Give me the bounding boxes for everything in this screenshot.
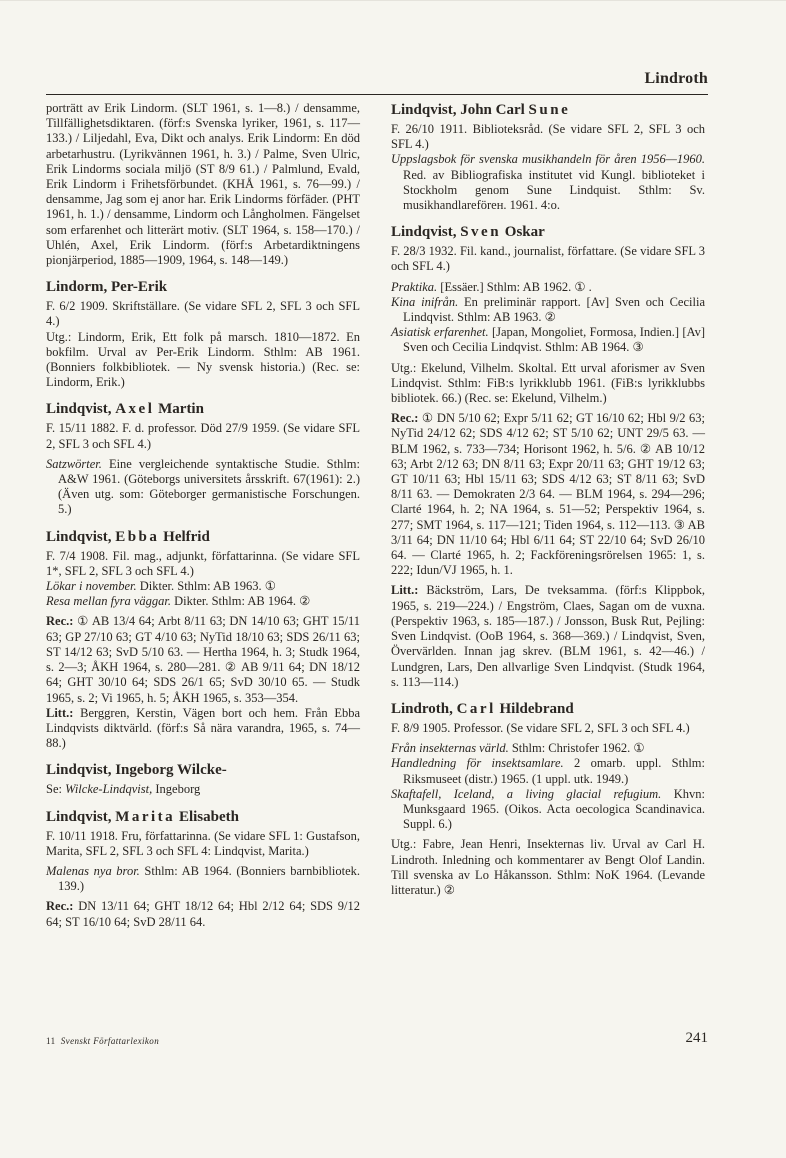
continued-paragraph: porträtt av Erik Lindorm. (SLT 1961, s. 1—8.) / densamme, Tillfällighetsdiktaren. (förf:s Svenska lyriker, 1961, s. 117—133.) / Liljedahl, Eva, Dikt och analys. Erik Lindorm: En död arbetarhustru. (Lyrikvännen 1961, h. 3.) / Palme, Sven Ulric, Erik Lindorms sociala miljö (ST 8/9 61.) / Palmlund, Evald, Erik Lindorm i Frihetsförbundet. (KHÅ 1961, s. 76—99.) / densamme, Jag som ej anor har. Erik Lindorms förfäder. (PHT 1961, h. 1.) / densamme, Lindorm och Långholmen. Fängelset som erfarenhet och litterärt motiv. (SLT 1964, s. 158—170.) / Uhlén, Axel, Erik Lindorm. (förf:s Arbetardiktningens pionjärperiod, 1885—1909, 1964, s. 148—149.) (46, 101, 360, 268)
entry-utg: Utg.: Lindorm, Erik, Ett folk på marsch. 1810—1872. En bokfilm. Urval av Per-Erik Lindorm. Sthlm: AB 1961. (Bonniers folkbibliotek. — Ny svensk historia.) (Rec. se: Lindorm, Erik.) (46, 329, 360, 390)
reviews: Rec.: ① DN 5/10 62; Expr 5/11 62; GT 16/10 62; Hbl 9/2 63; NyTid 24/12 62; SDS 4/12 62; ST 5/10 62; UNT 29/5 63. — BLM 1962, s. 733—734; Horisont 1962, h. 5/6. ② AB 10/12 63; Arbt 2/12 63; DN 8/11 63; Expr 20/11 63; GHT 19/12 63; GT 10/11 63; Hbl 15/11 63; SDS 4/12 63; ST 8/11 63; SvD 8/11 63. — Demokraten 2/3 64. — BLM 1964, s. 294—296; Clarté 1964, h. 2; NA 1964, s. 51—52; Perspektiv 1964, s. 277; SMT 1964, s. 117—121; Tiden 1964, s. 112—113. ③ AB 3/11 64; DN 11/10 64; Hbl 6/11 64; ST 22/10 64; SvD 26/10 64. — Clarté 1965, h. 2; Fackföreningsrörelsen 1965: 1, s. 222; Idun/VJ 1965, h. 1. (391, 411, 705, 578)
work-item: Malenas nya bror. Sthlm: AB 1964. (Bonniers barnbibliotek. 139.) (46, 863, 360, 894)
top-edge-line (0, 0, 786, 1)
entry-heading: Lindqvist, Marita Elisabeth (46, 808, 239, 825)
entry-carl-lindroth (391, 700, 705, 898)
entry-bio: F. 26/10 1911. Biblioteksråd. (Se vidare SFL 2, SFL 3 och SFL 4.) (391, 122, 705, 152)
work-item: Satzwörter. Eine vergleichende syntaktische Studie. Sthlm: A&W 1961. (Göteborgs universitets årsskrift. 67(1961): 2.) (Även utg. som: Göteborger germanistische Forschungen. 5.) (46, 456, 360, 517)
work-item: Handledning för insektsamlare. 2 omarb. uppl. Sthlm: Riksmuseet (distr.) 1965. (1 uppl. utk. 1949.) (391, 756, 706, 786)
entry-heading: Lindorm, Per-Erik (46, 279, 168, 296)
literature: Litt.: Bäckström, Lars, De tveksamma. (förf:s Klippbok, 1965, s. 219—224.) / Engström, Claes, Sagan om de vuxna. (Perspektiv 1963, s. 185—187.) / Jonsson, Busk Rut, Pejling: Sven Lindqvist. (OoB 1964, s. 368—369.) / Lindqvist, Sven, Övervärlden. Innan jag skrev. (BLM 1961, s. 42—46.) / Lundgren, Lars, Den allvarlige Sven Lindqvist. (Studk 1964, s. 113—114.) (391, 583, 705, 689)
see-reference: Se: Wilcke-Lindqvist, Ingeborg (46, 782, 201, 797)
header-rule (46, 94, 708, 95)
entry-heading: Lindqvist, Ingeborg Wilcke- (46, 762, 227, 779)
entry-heading: Lindroth, Carl Hildebrand (391, 700, 574, 717)
page-number: 241 (685, 1030, 708, 1046)
work-item: Från insekternas värld. Sthlm: Christofer 1962. ① (391, 741, 645, 756)
entry-heading: Lindqvist, Sven Oskar (391, 224, 545, 241)
work-item: Praktika. [Essäer.] Sthlm: AB 1962. ① . (391, 279, 592, 294)
work-item: Uppslagsbok för svenska musikhandeln för åren 1956—1960. Red. av Bibliografiska institutet vid Kungl. biblioteket i Stockholm genom Sune Lindquist. Sthlm: Sv. musikhandlareförен. 1961. 4:o. (391, 152, 705, 213)
entry-sven-lindqvist (391, 223, 705, 690)
entry-bio: F. 6/2 1909. Skriftställare. (Se vidare SFL 2, SFL 3 och SFL 4.) (46, 299, 360, 329)
entry-per-erik-lindorm (46, 278, 360, 390)
literature: Litt.: Berggren, Kerstin, Vägen bort och hem. Från Ebba Lindqvists diktvärld. (förf:s Så nära varandra, 1965, s. 74—88.) (46, 705, 360, 751)
entry-bio: F. 10/11 1918. Fru, författarinna. (Se vidare SFL 1: Gustafson, Marita, SFL 2, SFL 3 och SFL 4: Lindqvist, Marita.) (46, 828, 360, 858)
work-item: Skaftafell, Iceland, a living glacial refugium. Khvn: Munksgaard 1965. (Oikos. Acta oecologica Scandinavica. Suppl. 6.) (391, 786, 705, 832)
right-column (391, 101, 705, 898)
entry-bio: F. 7/4 1908. Fil. mag., adjunkt, författarinna. (Se vidare SFL 1*, SFL 2, SFL 3 och SFL 4.) (46, 548, 360, 578)
entry-axel-lindqvist (46, 400, 360, 517)
entry-utg: Utg.: Fabre, Jean Henri, Insekternas liv. Urval av Carl H. Lindroth. Inledning och kommentarer av Bengt Olof Landin. Till svenska av Lo Håkansson. Sthlm: NoK 1964. (Levande litteratur.) ② (391, 837, 705, 897)
work-item: Resa mellan fyra väggar. Dikter. Sthlm: AB 1964. ② (46, 594, 311, 609)
entry-heading: Lindqvist, Ebba Helfrid (46, 528, 210, 545)
entry-ingeborg-lindqvist (46, 761, 360, 797)
work-item: Asiatisk erfarenhet. [Japan, Mongoliet, Formosa, Indien.] [Av] Sven och Cecilia Lindqvist. Sthlm: AB 1964. ③ (391, 325, 705, 355)
reviews: Rec.: DN 13/11 64; GHT 18/12 64; Hbl 2/12 64; SDS 9/12 64; ST 16/10 64; SvD 28/11 64. (46, 899, 360, 929)
entry-bio: F. 8/9 1905. Professor. (Se vidare SFL 2, SFL 3 och SFL 4.) (391, 720, 690, 735)
entry-heading: Lindqvist, John Carl Sune (391, 102, 571, 118)
work-item: Lökar i november. Dikter. Sthlm: AB 1963. ① (46, 579, 276, 594)
entry-utg: Utg.: Ekelund, Vilhelm. Skoltal. Ett urval aforismer av Sven Lindqvist. Sthlm: FiB:s lyrikklubb 1961. (FiB:s lyrikklubbs bibliotek. 66.) (Rec. se: Ekelund, Vilhelm.) (391, 360, 705, 406)
left-column (46, 101, 360, 930)
entry-sune-lindqvist (391, 101, 705, 213)
footer-signature: 11 Svenskt Författarlexikon (46, 1036, 160, 1046)
entry-bio: F. 15/11 1882. F. d. professor. Död 27/9 1959. (Se vidare SFL 2, SFL 3 och SFL 4.) (46, 421, 360, 451)
entry-ebba-lindqvist (46, 528, 360, 752)
entry-marita-lindqvist (46, 808, 360, 930)
running-head: Lindroth (644, 70, 708, 87)
entry-bio: F. 28/3 1932. Fil. kand., journalist, författare. (Se vidare SFL 3 och SFL 4.) (391, 244, 705, 274)
entry-heading: Lindqvist, Axel Martin (46, 401, 204, 418)
work-item: Kina inifrån. En preliminär rapport. [Av] Sven och Cecilia Lindqvist. Sthlm: AB 1963. ② (391, 294, 705, 325)
reviews: Rec.: ① AB 13/4 64; Arbt 8/11 63; DN 14/10 63; GHT 15/11 63; GP 27/10 63; GT 4/10 63; NyTid 18/10 63; SDS 26/11 63; ST 14/12 63; SvD 5/10 63. — Hertha 1964, h. 3; Studk 1964, s. 2—3; ÅKH 1964, s. 280—281. ② AB 9/11 64; DN 18/12 64; GHT 30/10 64; SDS 26/1 65; SvD 30/10 65. — Studk 1965, s. 2; Vi 1965, h. 5; ÅKH 1965, s. 353—354. (46, 614, 360, 705)
